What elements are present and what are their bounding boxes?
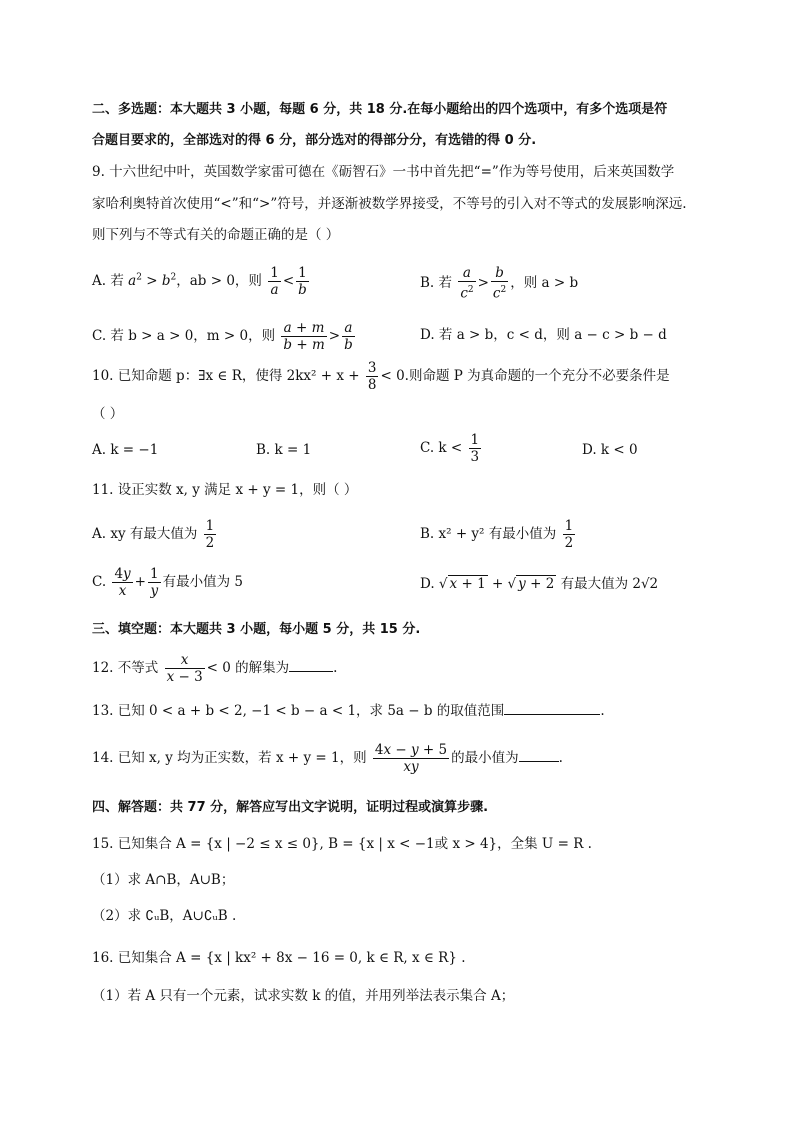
q11-option-b-label: B. x² + y² 有最小值为 — [420, 526, 557, 542]
q11-option-d: D. √ x + 1 + √ y + 2 有最大值为 2√2 — [420, 576, 659, 592]
q10-stem-line2: （ ） — [92, 406, 124, 422]
section2-title-line1: 二、多选题：本大题共 3 小题，每题 6 分，共 18 分.在每小题给出的四个选项中，有多个选项是符 — [92, 102, 668, 117]
q10-option-b: B. k = 1 — [256, 442, 312, 458]
q10-option-a: A. k = −1 — [92, 442, 159, 458]
q9-stem-line1: 9. 十六世纪中叶，英国数学家雷可德在《砺智石》一书中首先把“=”作为等号使用，后来英国数学 — [92, 164, 675, 180]
q10-option-c-label: C. k < — [420, 440, 463, 456]
q14: 14. 已知 x, y 均为正实数，若 x + y = 1，则 $\frac{4x - y + 5}{xy}$ 的最小值为 . — [92, 742, 563, 775]
q9-option-a-label: A. 若 — [92, 273, 124, 289]
q9-option-b: B. 若 $\frac{a}{c^2}$ > $\frac{b}{c^2}$ ，则 a > b — [420, 265, 579, 302]
q13: 13. 已知 0 < a + b < 2, −1 < b − a < 1，求 5a − b 的取值范围 . — [92, 700, 605, 721]
q14-answer-blank — [519, 747, 559, 762]
q11-option-a: A. xy 有最大值为 $\frac{1}{2}$ — [92, 518, 215, 551]
q9-option-c: C. 若 b > a > 0，m > 0，则 $\frac{a + m}{b + m}$ > $\frac{a}{b}$ — [92, 320, 353, 353]
q10-option-c: C. k < $\frac{1}{3}$ — [420, 432, 480, 465]
q9-option-a: A. 若 $a^2 > b^2$，ab > 0，则 $\frac{1}{a}$ < $\frac{1}{b}$ — [92, 265, 307, 298]
q9-stem-line2: 家哈利奥特首次使用“<”和“>”符号，并逐渐被数学界接受，不等号的引入对不等式的发展影响深远. — [92, 196, 687, 212]
q11-stem: 11. 设正实数 x, y 满足 x + y = 1，则（ ） — [92, 482, 358, 498]
q12: 12. 不等式 $\frac{x}{x - 3}$ < 0 的解集为 . — [92, 652, 338, 685]
q12-post: < 0 的解集为 — [206, 660, 290, 676]
section2-title-line2: 合题目要求的，全部选对的得 6 分，部分选对的得部分分，有选错的得 0 分. — [92, 133, 537, 148]
q9-option-d: D. 若 a > b，c < d，则 a − c > b − d — [420, 327, 667, 343]
q9-option-c-label: C. 若 b > a > 0，m > 0，则 — [92, 328, 276, 344]
q10-stem-line1: 10. 已知命题 p：∃x ∈ R，使得 2kx² + x + $\frac{3}{8}$ < 0.则命题 P 为真命题的一个充分不必要条件是 — [92, 360, 670, 393]
q12-pre: 12. 不等式 — [92, 660, 159, 676]
q11-option-b: B. x² + y² 有最小值为 $\frac{1}{2}$ — [420, 518, 574, 551]
q13-answer-blank — [504, 700, 600, 715]
q15-part2: （2）求 ∁ᵤB，A∪∁ᵤB . — [92, 908, 237, 924]
q14-post: 的最小值为 — [451, 750, 519, 766]
q11-option-d-label: D. — [420, 576, 435, 592]
q9-stem-line3: 则下列与不等式有关的命题正确的是（ ） — [92, 227, 340, 243]
section3-title: 三、填空题：本大题共 3 小题，每小题 5 分，共 15 分. — [92, 622, 421, 637]
q13-text: 13. 已知 0 < a + b < 2, −1 < b − a < 1，求 5a − b 的取值范围 — [92, 703, 505, 719]
q10-option-d: D. k < 0 — [582, 442, 638, 458]
q9-option-a-fraction: $\frac{1}{a}$ — [270, 265, 279, 298]
q11-option-d-post: 有最大值为 2√2 — [560, 576, 659, 592]
q10-stem-post: < 0.则命题 P 为真命题的一个充分不必要条件是 — [380, 368, 670, 384]
q16-stem: 16. 已知集合 A = {x | kx² + 8x − 16 = 0, k ∈ R, x ∈ R} . — [92, 950, 466, 966]
q11-option-c-label: C. — [92, 574, 107, 590]
q11-option-a-label: A. xy 有最大值为 — [92, 526, 198, 542]
q9-option-b-then: ，则 a > b — [510, 274, 579, 291]
q9-option-b-label: B. 若 — [420, 274, 453, 291]
q15-stem: 15. 已知集合 A = {x | −2 ≤ x ≤ 0}, B = {x | x < −1或 x > 4}，全集 U = R . — [92, 836, 592, 852]
q15-part1: （1）求 A∩B，A∪B； — [92, 872, 235, 888]
q16-part1: （1）若 A 只有一个元素，试求实数 k 的值，并用列举法表示集合 A； — [92, 988, 515, 1004]
q10-stem-pre: 10. 已知命题 p：∃x ∈ R，使得 2kx² + x + — [92, 368, 360, 384]
q11-option-c: C. $\frac{4y}{x}$ + $\frac{1}{y}$ 有最小值为 5 — [92, 566, 243, 599]
section4-title: 四、解答题：共 77 分，解答应写出文字说明，证明过程或演算步骤. — [92, 800, 489, 815]
q12-answer-blank — [289, 657, 333, 672]
q14-pre: 14. 已知 x, y 均为正实数，若 x + y = 1，则 — [92, 750, 367, 766]
q11-option-c-post: 有最小值为 5 — [162, 574, 243, 590]
q9-option-a-cond: ，ab > 0，则 — [176, 273, 262, 289]
